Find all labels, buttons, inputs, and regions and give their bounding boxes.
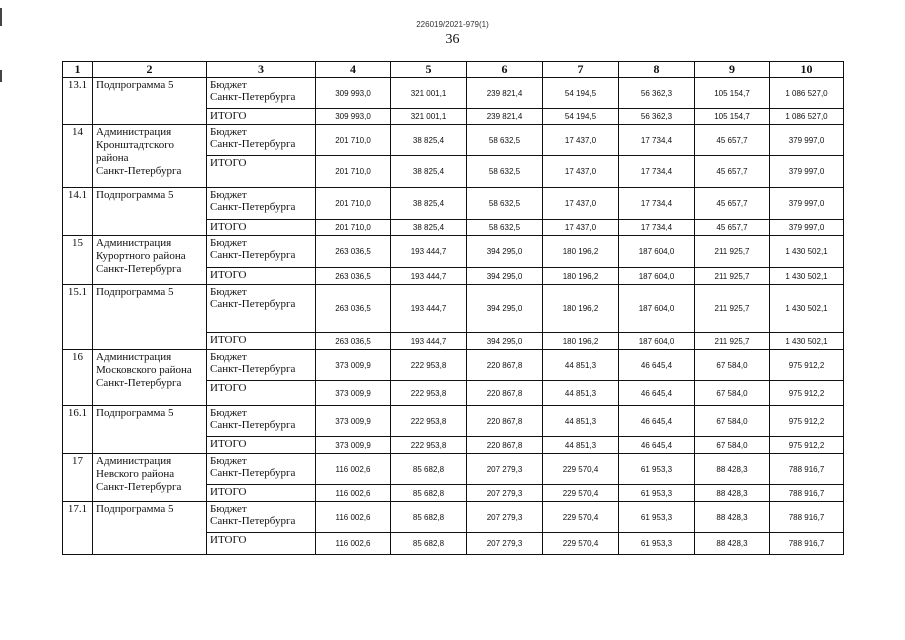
value-cell: 105 154,7 [695, 109, 770, 125]
value-cell: 180 196,2 [543, 236, 619, 268]
value-cell: 1 430 502,1 [770, 236, 844, 268]
source-line: ИТОГО [210, 157, 247, 169]
value-cell: 379 997,0 [770, 188, 844, 220]
value-cell: 229 570,4 [543, 485, 619, 502]
value-cell: 17 734,4 [619, 156, 695, 188]
row-name-line: Московского района [96, 364, 192, 376]
table-row [63, 188, 844, 220]
value-cell: 220 867,8 [467, 406, 543, 437]
column-header: 1 [63, 62, 93, 78]
value-cell: 229 570,4 [543, 454, 619, 485]
source-line: Санкт-Петербурга [210, 249, 296, 261]
row-name-line: Невского района [96, 468, 175, 480]
value-cell: 394 295,0 [467, 285, 543, 333]
row-name-line: Подпрограмма 5 [96, 189, 174, 201]
row-name-line: Санкт-Петербурга [96, 481, 182, 493]
value-cell: 88 428,3 [695, 454, 770, 485]
value-cell: 61 953,3 [619, 502, 695, 533]
row-number: 13.1 [63, 78, 93, 125]
funding-source [207, 502, 316, 533]
row-number: 17 [63, 454, 93, 502]
table-row [63, 78, 844, 109]
row-number: 14.1 [63, 188, 93, 236]
funding-source [207, 125, 316, 156]
row-number: 14 [63, 125, 93, 188]
source-line: Санкт-Петербурга [210, 419, 296, 431]
funding-source [207, 350, 316, 381]
source-line: ИТОГО [210, 382, 247, 394]
value-cell: 85 682,8 [391, 485, 467, 502]
budget-table [62, 61, 844, 555]
page-number: 36 [445, 32, 460, 47]
table-row [63, 125, 844, 156]
value-cell: 239 821,4 [467, 78, 543, 109]
column-header: 6 [467, 62, 543, 78]
row-name [93, 125, 207, 188]
value-cell: 229 570,4 [543, 533, 619, 555]
value-cell: 229 570,4 [543, 502, 619, 533]
value-cell: 211 925,7 [695, 285, 770, 333]
value-cell: 379 997,0 [770, 220, 844, 236]
value-cell: 45 657,7 [695, 156, 770, 188]
value-cell: 222 953,8 [391, 437, 467, 454]
value-cell: 67 584,0 [695, 437, 770, 454]
value-cell: 1 086 527,0 [770, 109, 844, 125]
row-number: 15 [63, 236, 93, 285]
row-name-line: Администрация [96, 237, 172, 249]
value-cell: 61 953,3 [619, 533, 695, 555]
value-cell: 45 657,7 [695, 220, 770, 236]
value-cell: 222 953,8 [391, 350, 467, 381]
value-cell: 116 002,6 [316, 454, 391, 485]
funding-source [207, 285, 316, 333]
value-cell: 975 912,2 [770, 406, 844, 437]
source-line: ИТОГО [210, 110, 247, 122]
value-cell: 58 632,5 [467, 188, 543, 220]
value-cell: 373 009,9 [316, 406, 391, 437]
value-cell: 85 682,8 [391, 533, 467, 555]
source-line: ИТОГО [210, 486, 247, 498]
source-line: Санкт-Петербурга [210, 467, 296, 479]
source-line: ИТОГО [210, 334, 247, 346]
value-cell: 116 002,6 [316, 485, 391, 502]
row-name-line: Курортного района [96, 250, 186, 262]
row-name [93, 502, 207, 555]
row-name-line: Администрация [96, 351, 172, 363]
value-cell: 201 710,0 [316, 125, 391, 156]
value-cell: 17 437,0 [543, 220, 619, 236]
row-number: 16 [63, 350, 93, 406]
value-cell: 201 710,0 [316, 220, 391, 236]
scan-edge-mark [0, 70, 2, 82]
source-line: Санкт-Петербурга [210, 138, 296, 150]
column-header: 7 [543, 62, 619, 78]
value-cell: 61 953,3 [619, 485, 695, 502]
row-name-line: Подпрограмма 5 [96, 503, 174, 515]
source-line: Бюджет [210, 286, 247, 298]
row-name-line: Администрация [96, 455, 172, 467]
source-line: Бюджет [210, 189, 247, 201]
row-number: 17.1 [63, 502, 93, 555]
source-line: Санкт-Петербурга [210, 515, 296, 527]
value-cell: 187 604,0 [619, 333, 695, 350]
value-cell: 207 279,3 [467, 502, 543, 533]
value-cell: 211 925,7 [695, 236, 770, 268]
value-cell: 1 430 502,1 [770, 268, 844, 285]
column-header: 2 [93, 62, 207, 78]
value-cell: 975 912,2 [770, 381, 844, 406]
source-line: ИТОГО [210, 438, 247, 450]
total-label [207, 381, 316, 406]
value-cell: 17 734,4 [619, 125, 695, 156]
row-name [93, 454, 207, 502]
value-cell: 975 912,2 [770, 437, 844, 454]
row-name-line: Санкт-Петербурга [96, 377, 182, 389]
row-number: 15.1 [63, 285, 93, 350]
row-name-line: Санкт-Петербурга [96, 165, 182, 177]
value-cell: 38 825,4 [391, 220, 467, 236]
value-cell: 61 953,3 [619, 454, 695, 485]
value-cell: 1 086 527,0 [770, 78, 844, 109]
value-cell: 201 710,0 [316, 156, 391, 188]
value-cell: 180 196,2 [543, 268, 619, 285]
value-cell: 207 279,3 [467, 454, 543, 485]
source-line: Бюджет [210, 351, 247, 363]
value-cell: 220 867,8 [467, 437, 543, 454]
value-cell: 201 710,0 [316, 188, 391, 220]
value-cell: 373 009,9 [316, 350, 391, 381]
total-label [207, 220, 316, 236]
value-cell: 373 009,9 [316, 437, 391, 454]
total-label [207, 437, 316, 454]
funding-source [207, 406, 316, 437]
value-cell: 116 002,6 [316, 533, 391, 555]
funding-source [207, 454, 316, 485]
column-header: 9 [695, 62, 770, 78]
total-label [207, 268, 316, 285]
value-cell: 211 925,7 [695, 333, 770, 350]
value-cell: 38 825,4 [391, 125, 467, 156]
value-cell: 193 444,7 [391, 333, 467, 350]
source-line: Бюджет [210, 455, 247, 467]
value-cell: 211 925,7 [695, 268, 770, 285]
value-cell: 56 362,3 [619, 78, 695, 109]
source-line: ИТОГО [210, 221, 247, 233]
value-cell: 379 997,0 [770, 156, 844, 188]
column-header: 4 [316, 62, 391, 78]
table-row [63, 236, 844, 268]
value-cell: 116 002,6 [316, 502, 391, 533]
row-name [93, 350, 207, 406]
value-cell: 180 196,2 [543, 333, 619, 350]
column-header: 8 [619, 62, 695, 78]
value-cell: 193 444,7 [391, 236, 467, 268]
value-cell: 193 444,7 [391, 285, 467, 333]
value-cell: 46 645,4 [619, 350, 695, 381]
value-cell: 394 295,0 [467, 333, 543, 350]
value-cell: 45 657,7 [695, 125, 770, 156]
value-cell: 85 682,8 [391, 454, 467, 485]
source-line: ИТОГО [210, 269, 247, 281]
value-cell: 17 734,4 [619, 220, 695, 236]
value-cell: 222 953,8 [391, 406, 467, 437]
value-cell: 105 154,7 [695, 78, 770, 109]
value-cell: 17 437,0 [543, 125, 619, 156]
row-name [93, 406, 207, 454]
table-body [63, 78, 844, 555]
value-cell: 54 194,5 [543, 109, 619, 125]
value-cell: 788 916,7 [770, 485, 844, 502]
total-label [207, 333, 316, 350]
row-name-line: Подпрограмма 5 [96, 286, 174, 298]
value-cell: 17 437,0 [543, 156, 619, 188]
value-cell: 56 362,3 [619, 109, 695, 125]
value-cell: 54 194,5 [543, 78, 619, 109]
total-label [207, 109, 316, 125]
row-name [93, 285, 207, 350]
value-cell: 46 645,4 [619, 406, 695, 437]
value-cell: 309 993,0 [316, 78, 391, 109]
table-row [63, 350, 844, 381]
value-cell: 193 444,7 [391, 268, 467, 285]
value-cell: 45 657,7 [695, 188, 770, 220]
value-cell: 88 428,3 [695, 533, 770, 555]
source-line: Санкт-Петербурга [210, 363, 296, 375]
funding-source [207, 78, 316, 109]
total-label [207, 533, 316, 555]
column-header: 3 [207, 62, 316, 78]
value-cell: 44 851,3 [543, 406, 619, 437]
row-name-line: Санкт-Петербурга [96, 263, 182, 275]
value-cell: 1 430 502,1 [770, 285, 844, 333]
value-cell: 46 645,4 [619, 381, 695, 406]
source-line: Бюджет [210, 126, 247, 138]
value-cell: 379 997,0 [770, 125, 844, 156]
value-cell: 239 821,4 [467, 109, 543, 125]
value-cell: 222 953,8 [391, 381, 467, 406]
value-cell: 44 851,3 [543, 437, 619, 454]
document-id: 226019/2021-979(1) [416, 20, 489, 29]
value-cell: 17 734,4 [619, 188, 695, 220]
row-name-line: Администрация [96, 126, 172, 138]
value-cell: 88 428,3 [695, 485, 770, 502]
value-cell: 373 009,9 [316, 381, 391, 406]
value-cell: 207 279,3 [467, 485, 543, 502]
funding-source [207, 188, 316, 220]
source-line: Санкт-Петербурга [210, 298, 296, 310]
value-cell: 788 916,7 [770, 454, 844, 485]
row-name [93, 236, 207, 285]
value-cell: 85 682,8 [391, 502, 467, 533]
value-cell: 187 604,0 [619, 268, 695, 285]
value-cell: 309 993,0 [316, 109, 391, 125]
total-label [207, 156, 316, 188]
row-name-line: района [96, 152, 129, 164]
total-label [207, 485, 316, 502]
value-cell: 394 295,0 [467, 268, 543, 285]
row-number: 16.1 [63, 406, 93, 454]
table-row [63, 502, 844, 533]
row-name [93, 78, 207, 125]
column-header: 5 [391, 62, 467, 78]
value-cell: 67 584,0 [695, 406, 770, 437]
value-cell: 207 279,3 [467, 533, 543, 555]
source-line: Бюджет [210, 407, 247, 419]
value-cell: 44 851,3 [543, 381, 619, 406]
value-cell: 1 430 502,1 [770, 333, 844, 350]
value-cell: 17 437,0 [543, 188, 619, 220]
row-name [93, 188, 207, 236]
value-cell: 263 036,5 [316, 268, 391, 285]
table-row [63, 285, 844, 333]
value-cell: 58 632,5 [467, 125, 543, 156]
source-line: Бюджет [210, 503, 247, 515]
value-cell: 88 428,3 [695, 502, 770, 533]
header-row [63, 62, 844, 78]
table-row [63, 454, 844, 485]
value-cell: 187 604,0 [619, 285, 695, 333]
value-cell: 38 825,4 [391, 156, 467, 188]
source-line: Бюджет [210, 79, 247, 91]
column-header: 10 [770, 62, 844, 78]
value-cell: 187 604,0 [619, 236, 695, 268]
source-line: Санкт-Петербурга [210, 201, 296, 213]
source-line: Бюджет [210, 237, 247, 249]
row-name-line: Подпрограмма 5 [96, 79, 174, 91]
value-cell: 38 825,4 [391, 188, 467, 220]
value-cell: 220 867,8 [467, 381, 543, 406]
scan-edge-mark [0, 8, 2, 26]
value-cell: 394 295,0 [467, 236, 543, 268]
table-row [63, 406, 844, 437]
value-cell: 788 916,7 [770, 533, 844, 555]
value-cell: 263 036,5 [316, 285, 391, 333]
value-cell: 321 001,1 [391, 109, 467, 125]
value-cell: 788 916,7 [770, 502, 844, 533]
value-cell: 263 036,5 [316, 236, 391, 268]
value-cell: 46 645,4 [619, 437, 695, 454]
funding-source [207, 236, 316, 268]
value-cell: 58 632,5 [467, 220, 543, 236]
source-line: ИТОГО [210, 534, 247, 546]
row-name-line: Подпрограмма 5 [96, 407, 174, 419]
value-cell: 67 584,0 [695, 381, 770, 406]
value-cell: 263 036,5 [316, 333, 391, 350]
value-cell: 321 001,1 [391, 78, 467, 109]
value-cell: 44 851,3 [543, 350, 619, 381]
value-cell: 58 632,5 [467, 156, 543, 188]
row-name-line: Кронштадтского [96, 139, 174, 151]
source-line: Санкт-Петербурга [210, 91, 296, 103]
value-cell: 220 867,8 [467, 350, 543, 381]
value-cell: 67 584,0 [695, 350, 770, 381]
value-cell: 975 912,2 [770, 350, 844, 381]
value-cell: 180 196,2 [543, 285, 619, 333]
